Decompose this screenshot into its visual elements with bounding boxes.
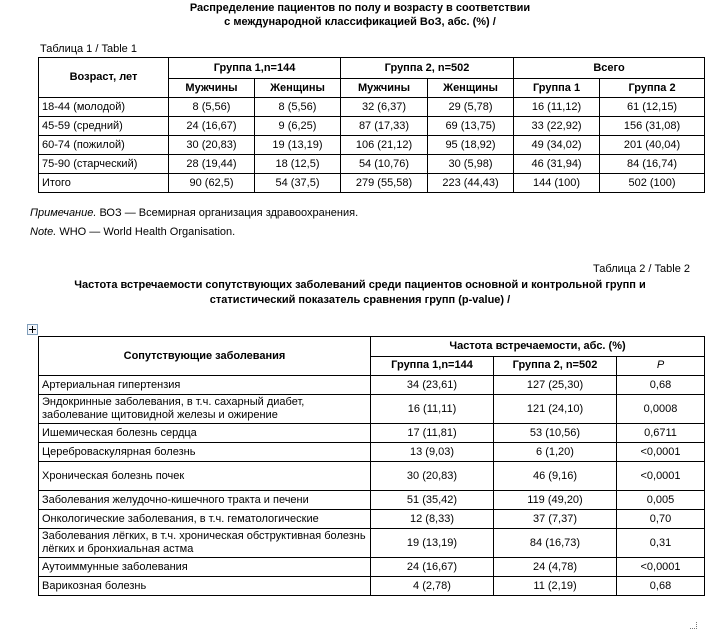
table-cell: 54 (37,5) — [255, 174, 341, 193]
table1-title-line2: с международной классификацией ВоЗ, абс. (%) / — [224, 16, 496, 28]
table1-header-total: Всего — [514, 58, 705, 79]
table2-title-line1: Частота встречаемости сопутствующих заболеваний среди пациентов основной и контрольной групп и — [74, 279, 646, 291]
table-cell: 0,31 — [617, 529, 705, 558]
table1-header-total-g2: Группа 2 — [600, 79, 705, 98]
table-cell: 121 (24,10) — [494, 395, 617, 424]
table-row — [39, 558, 705, 577]
table1-header-g2-women: Женщины — [428, 79, 514, 98]
table-cell: 32 (6,37) — [341, 98, 428, 117]
note-ru-label: Примечание. — [30, 207, 97, 219]
table-cell: 30 (20,83) — [169, 136, 255, 155]
table-cell: 95 (18,92) — [428, 136, 514, 155]
table-cell: 223 (44,43) — [428, 174, 514, 193]
note-en-label: Note. — [30, 226, 57, 238]
table-cell: <0,0001 — [617, 462, 705, 491]
table-cell: Цереброваскулярная болезнь — [39, 443, 371, 462]
table2-header-group1: Группа 1,n=144 — [371, 356, 494, 376]
table-row — [39, 117, 705, 136]
table2-header-p: Р — [617, 356, 705, 376]
table-cell: 61 (12,15) — [600, 98, 705, 117]
table-cell: <0,0001 — [617, 443, 705, 462]
table-row — [39, 376, 705, 395]
table-cell: 8 (5,56) — [255, 98, 341, 117]
table1-header-group2: Группа 2, n=502 — [341, 58, 514, 79]
table-cell: 17 (11,81) — [371, 424, 494, 443]
table-cell: 46 (9,16) — [494, 462, 617, 491]
table-cell: Аутоиммунные заболевания — [39, 558, 371, 577]
table1 — [38, 57, 705, 193]
cell-end-mark — [690, 622, 697, 629]
table-cell: 49 (34,02) — [514, 136, 600, 155]
table-cell: Артериальная гипертензия — [39, 376, 371, 395]
table-cell: 13 (9,03) — [371, 443, 494, 462]
table-row — [39, 424, 705, 443]
table-row — [39, 98, 705, 117]
table-cell: 28 (19,44) — [169, 155, 255, 174]
table1-header-age: Возраст, лет — [39, 58, 169, 98]
table-cell: 16 (11,11) — [371, 395, 494, 424]
table-cell: 84 (16,73) — [494, 529, 617, 558]
table-cell: 19 (13,19) — [371, 529, 494, 558]
table1-caption: Таблица 1 / Table 1 — [40, 43, 137, 55]
table2 — [38, 336, 705, 596]
table-cell: 30 (20,83) — [371, 462, 494, 491]
table-row — [39, 395, 705, 424]
table-cell: 46 (31,94) — [514, 155, 600, 174]
table-cell: Итого — [39, 174, 169, 193]
table-cell: 9 (6,25) — [255, 117, 341, 136]
table-cell: 90 (62,5) — [169, 174, 255, 193]
table-cell: 30 (5,98) — [428, 155, 514, 174]
table2-header-group2: Группа 2, n=502 — [494, 356, 617, 376]
table1-title-line1: Распределение пациентов по полу и возрасту в соответствии — [189, 2, 531, 14]
table2-header-frequency: Частота встречаемости, абс. (%) — [371, 337, 705, 357]
table-row — [39, 462, 705, 491]
table-cell: 45-59 (средний) — [39, 117, 169, 136]
table-cell: 12 (8,33) — [371, 510, 494, 529]
note-en-text: WHO — World Health Organisation. — [56, 226, 236, 238]
table-row — [39, 510, 705, 529]
table-row — [39, 529, 705, 558]
table1-header-g1-women: Женщины — [255, 79, 341, 98]
table-cell: 8 (5,56) — [169, 98, 255, 117]
table-cell: 37 (7,37) — [494, 510, 617, 529]
table-cell: 24 (4,78) — [494, 558, 617, 577]
table-row — [39, 155, 705, 174]
table-cell: 201 (40,04) — [600, 136, 705, 155]
table-cell: 24 (16,67) — [371, 558, 494, 577]
table-cell: 29 (5,78) — [428, 98, 514, 117]
table-cell: 51 (35,42) — [371, 491, 494, 510]
table-cell: 119 (49,20) — [494, 491, 617, 510]
table-row — [39, 491, 705, 510]
table-cell: 127 (25,30) — [494, 376, 617, 395]
table-cell: 18 (12,5) — [255, 155, 341, 174]
table1-header-group1: Группа 1,n=144 — [169, 58, 341, 79]
table-cell: 75-90 (старческий) — [39, 155, 169, 174]
table-cell: 18-44 (молодой) — [39, 98, 169, 117]
table1-header-g1-men: Мужчины — [169, 79, 255, 98]
table-cell: 502 (100) — [600, 174, 705, 193]
table1-header-g2-men: Мужчины — [341, 79, 428, 98]
table-cell: 69 (13,75) — [428, 117, 514, 136]
table2-title-line2: статистический показатель сравнения групп (p-value) / — [209, 294, 511, 306]
table-cell: 144 (100) — [514, 174, 600, 193]
table-cell: Хроническая болезнь почек — [39, 462, 371, 491]
table-cell: Эндокринные заболевания, в т.ч. сахарный диабет, заболевание щитовидной железы и ожирение — [39, 395, 371, 424]
table-cell: 6 (1,20) — [494, 443, 617, 462]
table-cell: 0,6711 — [617, 424, 705, 443]
table-cell: Онкологические заболевания, в т.ч. гематологические — [39, 510, 371, 529]
table-cell: Заболевания лёгких, в т.ч. хроническая обструктивная болезнь лёгких и бронхиальная астма — [39, 529, 371, 558]
table-cell: 0,68 — [617, 376, 705, 395]
table-cell: Заболевания желудочно-кишечного тракта и печени — [39, 491, 371, 510]
table-row — [39, 577, 705, 596]
table-cell: 156 (31,08) — [600, 117, 705, 136]
table-cell: 0,005 — [617, 491, 705, 510]
table-row — [39, 443, 705, 462]
table-cell: Варикозная болезнь — [39, 577, 371, 596]
table-row-total — [39, 174, 705, 193]
table-cell: 106 (21,12) — [341, 136, 428, 155]
note-ru-text: ВОЗ — Всемирная организация здравоохранения. — [96, 207, 359, 219]
table-cell: 87 (17,33) — [341, 117, 428, 136]
table-cell: 11 (2,19) — [494, 577, 617, 596]
note-ru — [30, 207, 358, 220]
table-cell: 33 (22,92) — [514, 117, 600, 136]
table-cell: 53 (10,56) — [494, 424, 617, 443]
table-cell: 19 (13,19) — [255, 136, 341, 155]
table-cell: 16 (11,12) — [514, 98, 600, 117]
table2-header-disease: Сопутствующие заболевания — [39, 337, 371, 376]
table-cell: 24 (16,67) — [169, 117, 255, 136]
table-move-handle-icon[interactable] — [27, 324, 38, 335]
table-cell: 34 (23,61) — [371, 376, 494, 395]
table-cell: <0,0001 — [617, 558, 705, 577]
table-row — [39, 136, 705, 155]
table2-caption: Таблица 2 / Table 2 — [593, 263, 690, 275]
table-cell: 84 (16,74) — [600, 155, 705, 174]
table-cell: 4 (2,78) — [371, 577, 494, 596]
note-en — [30, 226, 235, 239]
table-cell: 60-74 (пожилой) — [39, 136, 169, 155]
table1-header-total-g1: Группа 1 — [514, 79, 600, 98]
table-cell: Ишемическая болезнь сердца — [39, 424, 371, 443]
table-cell: 0,68 — [617, 577, 705, 596]
table-cell: 0,70 — [617, 510, 705, 529]
table-cell: 279 (55,58) — [341, 174, 428, 193]
table-cell: 54 (10,76) — [341, 155, 428, 174]
table-cell: 0,0008 — [617, 395, 705, 424]
